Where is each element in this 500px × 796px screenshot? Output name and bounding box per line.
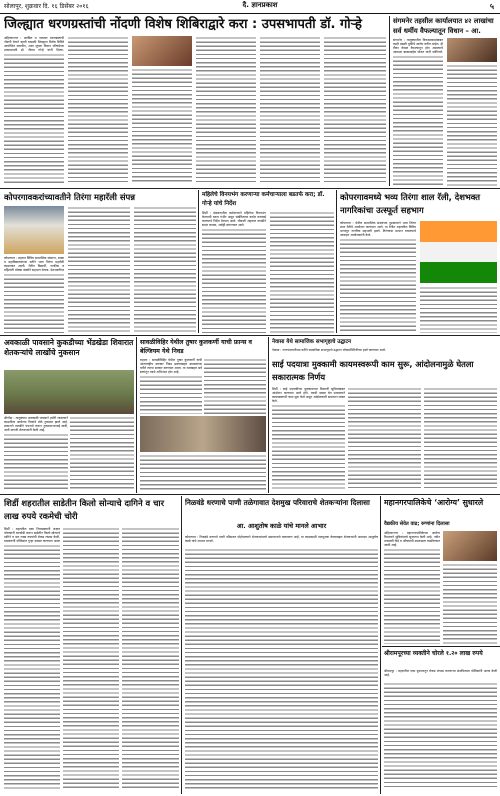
- headline-s11: निळवंडे धरणाचे पाणी तळेगावात देशमुख परिवाराचे शेतकऱ्यांना दिलासा: [185, 498, 370, 507]
- body-s6: श्रीगोंदा : तालुक्यात अवकाळी पावसाने हजेरी लावल्याने काढणीला आलेल्या पिकांचे मोठे नुकसान झाले आहे. शासनाने तातडीने पंचनामे करून नुकसानभरपाई द्यावी, अशी मागणी शेतकऱ्यांनी केली आहे.: [4, 416, 68, 432]
- body-s1: अहिल्यानगर : प्रलंबित व नवजात धरणग्रस्तांची नोंदणी वेगाने व्हावी यासाठी जिल्ह्यात विशेष शिबिरे आयोजित करावीत, अशा सूचना विधान परिषदेच्या उपसभापती डॉ. नीलम गोऱ्हे यांनी दिल्या.: [4, 36, 64, 52]
- headline-s2: संगमनेर तहसील कार्यालयात ४२ लाखांचा सर्व धर्मीय वैफल्यातून विधान – आ.: [393, 17, 494, 35]
- masthead-date: सोलापूर, शुक्रवार दि. १६ डिसेंबर २०१६: [4, 3, 89, 10]
- headline-s7: सावळीविहिर येथील तुषार कुलकर्णी याची फ्रान्स व बेल्जियम येथे निवड: [140, 339, 252, 355]
- portrait-gorhe: [132, 36, 192, 66]
- portrait-thorat: [447, 38, 497, 62]
- body-s12: अहिल्यानगर : महानगरपालिकेच्या आरोग्य विभागाने सुविधांमध्ये सुधारणा केली आहे. नवीन तपासणी केंद्रे व औषधांची उपलब्धता वाढविण्यात आली आहे.: [384, 531, 440, 547]
- tiranga-rally-photo: [420, 221, 497, 283]
- page-number: ५: [489, 2, 494, 11]
- headline-s8: नेवासा येथे सामाजिक सभागृहाचे उद्घाटन: [272, 339, 352, 345]
- body-s7: राहाता : सावळीविहिर येथील तुषार कुलकर्णी याची आंतरराष्ट्रीय स्तरावर निवड झाल्याबद्दल ग्रामस्थांच्या वतीने त्याचा सत्कार करण्यात आला. या यशाबद्दल सर्व स्तरांतून त्याचे अभिनंदन होत आहे.: [140, 358, 202, 374]
- body-s13: श्रीरामपूर : शहरातील एका दुकानातून रोकड लंपास करणाऱ्या संशयिताला पोलिसांनी अटक केली आहे.: [384, 669, 497, 678]
- body-s10: शिर्डी : शहरातील एका निवासस्थानी अज्ञात चोरट्यांनी घरफोडी करून साडेतीन किलो सोन्याचे दागिने व चार लाख रुपयांची रोकड लंपास केली. याप्रकरणी पोलिसांत गुन्हा दाखल करण्यात आला: [4, 527, 60, 543]
- body-s3: कोपरगाव : शहरात विविध सामाजिक संघटना, शाळा व महाविद्यालयांच्या वतीने भव्य तिरंगा महारॅली काढण्यात आली. रॅलीत विद्यार्थी, नागरिक व महिलांनी मोठ्या संख्येने सहभाग घेतला. देशभक्तीपर: [4, 256, 64, 272]
- byline-s11: आ. आशुतोष काळे यांचे मानले आभार: [236, 522, 327, 530]
- field-photo: [4, 370, 134, 414]
- subhead-s12: वैद्यकीय सेवेत वाढ; रुग्णांना दिलासा: [384, 521, 450, 527]
- award-group-photo: [140, 416, 266, 452]
- body-s8: नेवासा : नगरपंचायतीच्या वतीने सामाजिक सभागृहाचे उद्घाटन लोकप्रतिनिधींच्या हस्ते करण्यात आले.: [272, 348, 386, 352]
- headline-s1: जिल्ह्यात धरणग्रस्तांची नोंदणी विशेष शिबिराद्वारे करा : उपसभापती डॉ. गोऱ्हे: [4, 17, 362, 32]
- body-s11: कोपरगाव : निळवंडे धरणाचे पाणी परिसरात पोहोचल्याने शेतकऱ्यांमध्ये समाधानाचे वातावरण आहे. या कामासाठी पाठपुरावा केल्याबद्दल शेतकऱ्यांनी आमदार आशुतोष काळे यांचे आभार मानले.: [185, 535, 378, 544]
- story-s2: [393, 38, 497, 186]
- headline-s9: साई पदयात्रा मुक्कामी कायमस्वरूपी काम सुरू, आंदोलनामुळे घेतला सकारात्मक निर्णय: [272, 359, 474, 382]
- headline-s10: शिर्डी शहरातील साडेतीन किलो सोन्याचे दागिने व चार लाख रुपये रकमेची चोरी: [4, 498, 164, 521]
- story-s1: [4, 36, 386, 184]
- masthead: [0, 0, 500, 14]
- headline-s6: अवकाळी पावसाने कुकडीच्या भेंडखेडा शिवारात शेतकऱ्यांचे लाखोंचे नुकसान: [4, 338, 134, 357]
- headline-s5: कोपरगावमध्ये भव्य तिरंगा शाल रॅली, देशभक्त नागरिकांचा उत्स्फूर्त सहभाग: [340, 192, 481, 215]
- headline-s4: महिलेचे विनयभंग करणाऱ्या कर्मचाऱ्याला बडतर्फ करा; डॉ. गोऱ्हे यांचे निर्देश: [202, 192, 325, 207]
- headline-s3: कोपरगावकरांच्यावतीने तिरंगा महारॅली संपन्न: [4, 192, 136, 202]
- headline-s12: महानगरपालिकेचे ‘आरोग्य’ सुधारले: [384, 498, 484, 507]
- body-s2: संगमनेर : तालुक्यातील विकासकामांबाबत काही मंडळी चुकीचे आरोप करीत आहेत. ही टीका केवळ वैफल्यातून होत असल्याचे आमदार बाळासाहेब थोरात यांनी सांगितले.: [393, 38, 443, 54]
- body-s5: कोपरगाव : येथील सामाजिक संस्थांच्या पुढाकाराने भव्य तिरंगा शाल रॅलीचे आयोजन करण्यात आले. या रॅलीत शहरातील विविध भागांतून नागरिक सहभागी झाले. तिरंग्याचा सन्मान राखण्याचे आवाहन आयोजकांनी केले.: [340, 221, 416, 237]
- body-s9: शिर्डी : साई पदयात्रींच्या मुक्कामाच्या ठिकाणी सुविधांबाबत आंदोलन करण्यात आले होते. त्याची दखल घेत प्रशासनाने कायमस्वरूपी काम सुरू केले असून आंदोलकांनी समाधान व्यक्त केले.: [272, 387, 345, 403]
- rally-photo: [4, 206, 64, 254]
- body-s4: शिर्डी : संस्थानातील कर्मचाऱ्याने महिलेचा विनयभंग केल्याची घटना गंभीर असून संबंधितावर कठोर कारवाई करण्याचे निर्देश देण्यात आले. चौकशी अहवाल तातडीने सादर करावा, असेही सांगण्यात आले.: [202, 211, 266, 227]
- headline-s13: श्रीरामपूरच्या व्यक्तीने चोरले १.२० लाख रुपये: [384, 650, 483, 657]
- masthead-title: दै. ज्ञानप्रकाश: [242, 1, 278, 9]
- small-portrait: [443, 531, 497, 561]
